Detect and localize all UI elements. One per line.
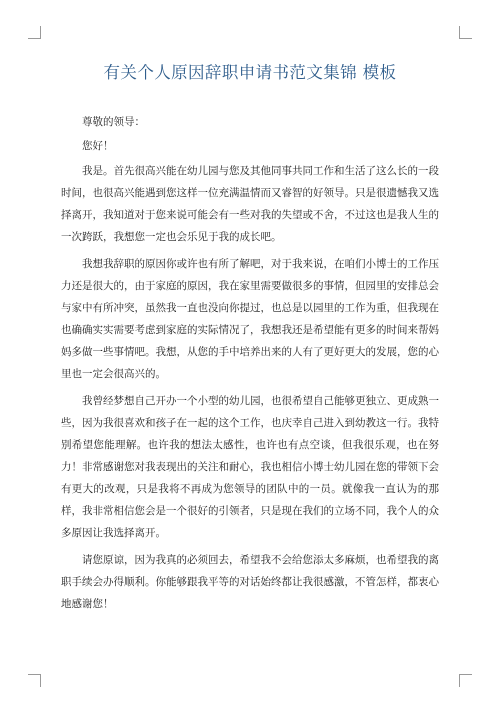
document-title: 有关个人原因辞职申请书范文集锦 模板 [103,63,397,82]
page-corner-mark-top-left [28,26,41,39]
paragraph-2: 我想我辞职的原因你或许也有所了解吧，对于我来说，在咱们小博士的工作压力还是很大的，由于家庭的原因，我在家里需要做很多的事情，但园里的安排总会与家中有所冲突，虽然我一直也没向你提过，也总是以园里的工作为重，但我现在也确确实实需要考虑到家庭的实际情况了，我想我还是希望能有更多的时间来帮妈妈多做一些事情吧。我想，从您的手中培养出来的人有了更好更大的发展，您的心里也一定会很高兴的。 [61,258,439,380]
salutation: 尊敬的领导： [82,116,145,128]
greeting: 您好！ [82,140,114,152]
paragraph-1: 我是。首先很高兴能在幼儿园与您及其他同事共同工作和生活了这么长的一段时间，也很高兴能遇到您这样一位充满温情而又睿智的好领导。只是很遗憾我又选择离开，我知道对于您来说可能会有一些对我的失望或不舍，不过这也是我人生的一次跨跃，我想您一定也会乐见于我的成长吧。 [61,165,439,243]
page-corner-mark-top-right [459,26,472,39]
page-corner-mark-bottom-left [28,674,41,687]
page-corner-mark-bottom-right [459,674,472,687]
paragraph-4: 请您原谅，因为我真的必须回去，希望我不会给您添太多麻烦，也希望我的离职手续会办得顺利。你能够跟我平等的对话始终都让我很感激，不管怎样，都衷心地感谢您！ [61,554,439,610]
paragraph-3: 我曾经梦想自己开办一个小型的幼儿园，也很希望自己能够更独立、更成熟一些，因为我很喜欢和孩子在一起的这个工作，也庆幸自己进入到幼教这一行。我特别希望您能理解。也许我的想法太感性，也许也有点空谈，但我很乐观，也在努力！非常感谢您对我表现出的关注和耐心，我也相信小博士幼儿园在您的带领下会有更大的改观，只是我将不再成为您领导的团队中的一员。就像我一直认为的那样，我非常相信您会是一个很好的引领者，只是现在我们的立场不同，我个人的众多原因让我选择离开。 [61,395,439,539]
letter-body [61,111,439,620]
